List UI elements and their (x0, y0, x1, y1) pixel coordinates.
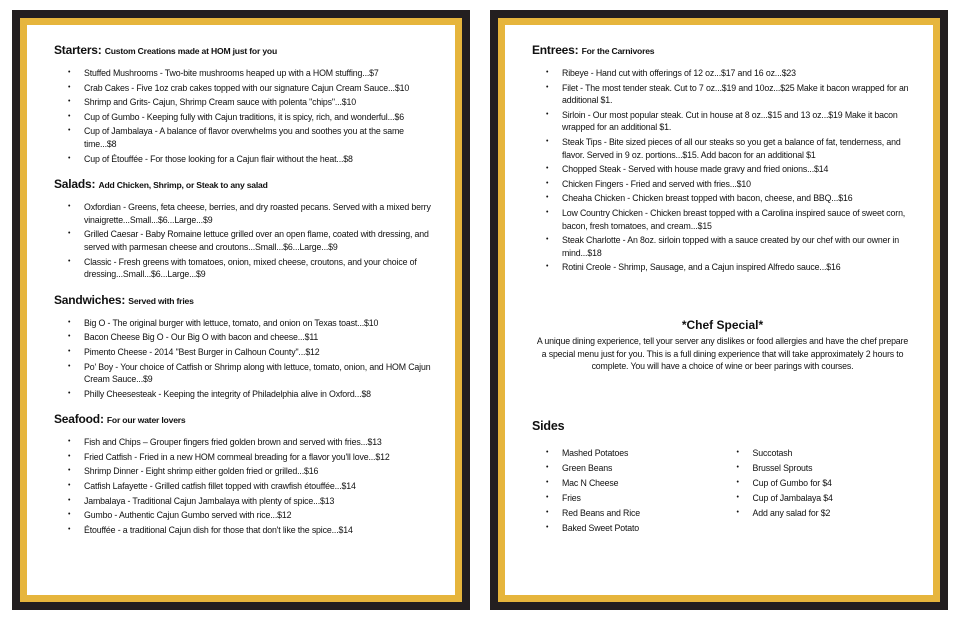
section-title: Starters: (54, 43, 102, 57)
side-item: • Green Beans (554, 462, 723, 475)
section-subtitle: Custom Creations made at HOM just for you (104, 46, 277, 56)
side-item: • Red Beans and Rice (554, 507, 723, 520)
section-title: Sandwiches: (54, 292, 126, 307)
menu-item: • Crab Cakes - Five 1oz crab cakes topped with our signature Cajun Cream Sauce...$10 (76, 82, 435, 95)
menu-item: • Grilled Caesar - Baby Romaine lettuce grilled over an open flame, coated with dressing, and served with parmesan cheese and croutons...Small...$6...Large...$9 (76, 228, 435, 253)
menu-list (532, 67, 913, 274)
section-title: Entrees: (532, 43, 579, 57)
menu-item: • Stuffed Mushrooms - Two-bite mushrooms heaped up with a HOM stuffing...$7 (76, 67, 435, 80)
menu-item: • Big O - The original burger with lettuce, tomato, and onion on Texas toast...$10 (76, 317, 435, 330)
page-content (505, 25, 933, 595)
menu-item: • Cup of Gumbo - Keeping fully with Cajun traditions, it is spicy, rich, and wonderful...$6 (76, 111, 435, 124)
section-title: Sides (532, 418, 565, 433)
salads-section (54, 177, 435, 281)
menu-item: • Sirloin - Our most popular steak. Cut in house at 8 oz...$15 and 13 oz...$19 Make it bacon wrapped for an additional $1. (554, 109, 913, 134)
menu-item: • Catfish Lafayette - Grilled catfish fillet topped with crawfish étouffée...$14 (76, 480, 435, 493)
menu-list (54, 436, 435, 536)
menu-item: • Fried Catfish - Fried in a new HOM cornmeal breading for a flavor you'll love...$12 (76, 451, 435, 464)
menu-item: • Filet - The most tender steak. Cut to 7 oz...$19 and 10oz...$25 Make it bacon wrapped for an additional $1. (554, 82, 913, 107)
side-item: • Succotash (745, 447, 914, 460)
menu-item: • Jambalaya - Traditional Cajun Jambalaya with plenty of spice...$13 (76, 495, 435, 508)
menu-item: • Rotini Creole - Shrimp, Sausage, and a Cajun inspired Alfredo sauce...$16 (554, 261, 913, 274)
menu-item: • Low Country Chicken - Chicken breast topped with a Carolina inspired sauce of sweet corn, bacon, fresh tomatoes, and cream...$15 (554, 207, 913, 232)
side-item: • Cup of Gumbo for $4 (745, 477, 914, 490)
side-item: • Mac N Cheese (554, 477, 723, 490)
section-heading (54, 177, 435, 191)
section-title: Salads: (54, 177, 96, 192)
section-heading (54, 412, 435, 426)
side-item: • Brussel Sprouts (745, 462, 914, 475)
menu-item: • Classic - Fresh greens with tomatoes, onion, mixed cheese, croutons, and your choice of dressing...Small...$6...Large...$9 (76, 256, 435, 281)
menu-item: • Chopped Steak - Served with house made gravy and fried onions...$14 (554, 163, 913, 176)
menu-item: • Cup of Étouffée - For those looking for a Cajun flair without the heat...$8 (76, 153, 435, 166)
section-subtitle: Add Chicken, Shrimp, or Steak to any salad (98, 180, 268, 191)
menu-item: • Cheaha Chicken - Chicken breast topped with bacon, cheese, and BBQ...$16 (554, 192, 913, 205)
menu-list (54, 67, 435, 165)
menu-item: • Gumbo - Authentic Cajun Gumbo served with rice...$12 (76, 509, 435, 522)
side-item: • Baked Sweet Potato (554, 522, 723, 535)
seafood-section (54, 412, 435, 536)
menu-item: • Steak Tips - Bite sized pieces of all our steaks so you get a balance of fat, tenderness, and flavor. Served in 9 oz. portions...$15. Add bacon for an additional $1 (554, 136, 913, 161)
menu-item: • Shrimp Dinner - Eight shrimp either golden fried or grilled...$16 (76, 465, 435, 478)
section-subtitle: For the Carnivores (581, 46, 655, 56)
sides-list-right (723, 447, 914, 538)
side-item: • Fries (554, 492, 723, 505)
chef-special (532, 318, 913, 373)
menu-item: • Pimento Cheese - 2014 "Best Burger in Calhoun County"...$12 (76, 346, 435, 359)
section-subtitle: Served with fries (128, 295, 194, 306)
section-heading (54, 293, 435, 307)
section-title: Seafood: (54, 412, 104, 427)
gold-border (20, 18, 462, 602)
menu-item: • Ribeye - Hand cut with offerings of 12 oz...$17 and 16 oz...$23 (554, 67, 913, 80)
sides-list-left (532, 447, 723, 538)
menu-item: • Oxfordian - Greens, feta cheese, berries, and dry roasted pecans. Served with a mixed berry vinaigrette...Small...$6...Large...$9 (76, 201, 435, 226)
page-content (27, 25, 455, 595)
menu-item: • Étouffée - a traditional Cajun dish for those that don't like the spice...$14 (76, 524, 435, 537)
menu-item: • Shrimp and Grits- Cajun, Shrimp Cream sauce with polenta "chips"...$10 (76, 96, 435, 109)
menu-item: • Philly Cheesesteak - Keeping the integrity of Philadelphia alive in Oxford...$8 (76, 388, 435, 401)
menu-page-right (490, 10, 948, 610)
menu-page-left (12, 10, 470, 610)
entrees-section (532, 43, 913, 274)
chef-special-title: *Chef Special* (681, 317, 764, 332)
menu-item: • Fish and Chips – Grouper fingers fried golden brown and served with fries...$13 (76, 436, 435, 449)
sides-section (532, 419, 913, 538)
menu-item: • Cup of Jambalaya - A balance of flavor overwhelms you and soothes you at the same time...$8 (76, 125, 435, 150)
menu-item: • Po' Boy - Your choice of Catfish or Shrimp along with lettuce, tomato, onion, and HOM Cajun Cream Sauce...$9 (76, 361, 435, 386)
sides-columns (532, 447, 913, 538)
starters-section (54, 43, 435, 165)
menu-item: • Chicken Fingers - Fried and served with fries...$10 (554, 178, 913, 191)
chef-special-description: A unique dining experience, tell your server any dislikes or food allergies and have the chef prepare a special menu just for you. This is a full dining experience that will take approximately 2 hours to complete. You will have a choice of wine or beer parings with courses. (536, 335, 909, 372)
gold-border (498, 18, 940, 602)
sandwiches-section (54, 293, 435, 401)
side-item: • Add any salad for $2 (745, 507, 914, 520)
menu-item: • Bacon Cheese Big O - Our Big O with bacon and cheese...$11 (76, 331, 435, 344)
menu-item: • Steak Charlotte - An 8oz. sirloin topped with a sauce created by our chef with our owner in mind...$18 (554, 234, 913, 259)
section-heading (532, 43, 913, 57)
side-item: • Mashed Potatoes (554, 447, 723, 460)
side-item: • Cup of Jambalaya $4 (745, 492, 914, 505)
menu-list (54, 317, 435, 401)
section-heading (54, 43, 435, 57)
menu-list (54, 201, 435, 281)
section-subtitle: For our water lovers (106, 415, 186, 426)
